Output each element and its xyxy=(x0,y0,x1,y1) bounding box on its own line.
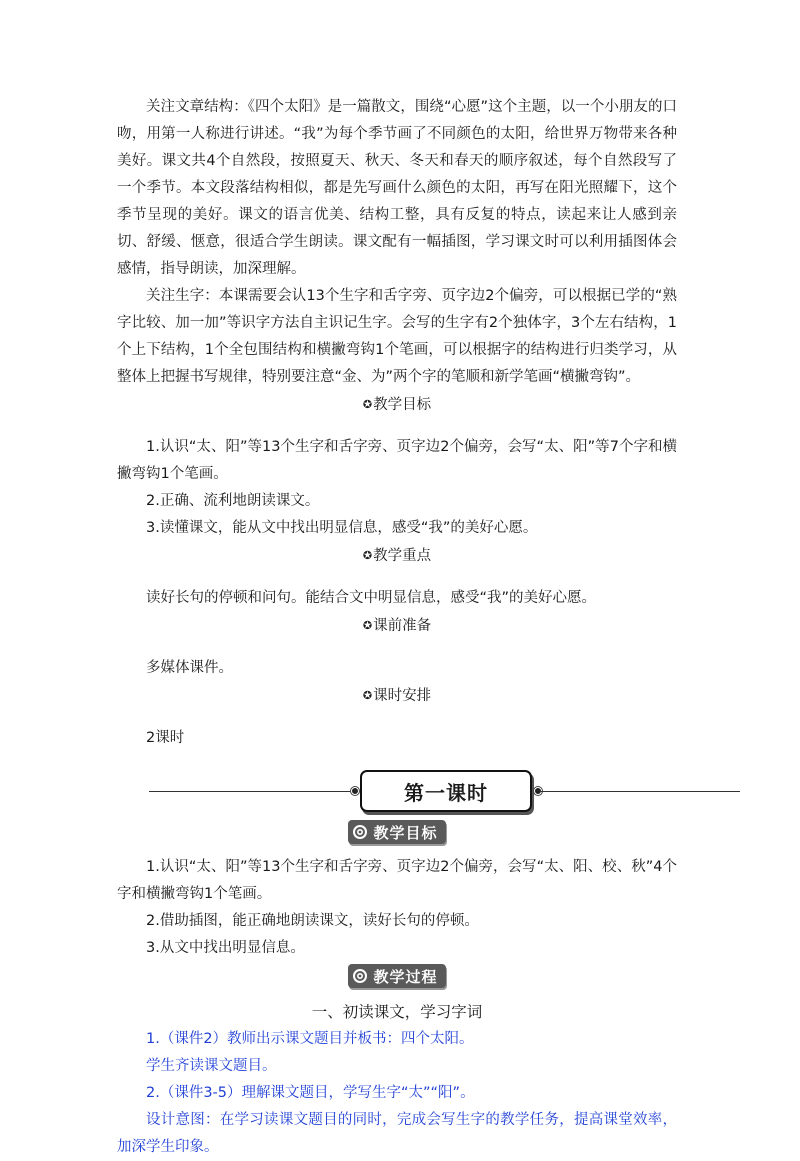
banner-dot-left xyxy=(351,787,359,795)
goals-badge: 教学目标 xyxy=(348,820,445,844)
section-heading-key: ✪教学重点 xyxy=(362,548,432,564)
banner-rule-left xyxy=(149,791,356,792)
lesson-goal-item: 3.从文中找出明显信息。 xyxy=(146,940,305,956)
key-text: 读好长句的停顿和问句。能结合文中明显信息，感受“我”的美好心愿。 xyxy=(146,590,597,606)
intro-paragraph-characters: 关注生字：本课需要会认13个生字和舌字旁、页字边2个偏旁，可以根据已学的“熟字比较、加一加”等识字方法自主识记生字。会写的生字有2个独体字，3个左右结构，1个上下结构，1个全包围结构和横撇弯钩1个笔画，可以根据字的结构进行归类学习，从整体上把握书写规律，特别要注意“金、为”两个字的笔顺和新学笔画“横撇弯钩”。 xyxy=(117,288,677,385)
document-page xyxy=(117,94,677,1161)
goal-item: 3.读懂课文，能从文中找出明显信息，感受“我”的美好心愿。 xyxy=(146,520,538,536)
section-heading-schedule: ✪课时安排 xyxy=(362,688,432,704)
ring-bullet-icon: ✪ xyxy=(362,398,373,411)
banner-rule-right xyxy=(540,791,740,792)
ring-bullet-icon: ✪ xyxy=(362,619,373,632)
process-step: 1.（课件2）教师出示课文题目并板书：四个太阳。 xyxy=(146,1031,474,1047)
prep-text: 多媒体课件。 xyxy=(146,660,233,676)
ring-bullet-icon: ✪ xyxy=(362,689,373,702)
goal-item: 2.正确、流利地朗读课文。 xyxy=(146,493,320,509)
intro-paragraph-structure: 关注文章结构：《四个太阳》是一篇散文，围绕“心愿”这个主题，以一个小朋友的口吻，用第一人称进行讲述。“我”为每个季节画了不同颜色的太阳，给世界万物带来各种美好。课文共4个自然段，按照夏天、秋天、冬天和春天的顺序叙述，每个自然段写了一个季节。本文段落结构相似，都是先写画什么颜色的太阳，再写在阳光照耀下，这个季节呈现的美好。课文的语言优美、结构工整，具有反复的特点，读起来让人感到亲切、舒缓、惬意，很适合学生朗读。课文配有一幅插图，学习课文时可以利用插图体会感情，指导朗读，加深理解。 xyxy=(117,99,677,277)
lesson-goal-item: 1.认识“太、阳”等13个生字和舌字旁、页字边2个偏旁，会写“太、阳、校、秋”4个字和横撇弯钩1个笔画。 xyxy=(117,859,677,902)
schedule-text: 2课时 xyxy=(146,730,185,746)
part-title: 一、初读课文，学习字词 xyxy=(311,1003,483,1021)
process-step: 学生齐读课文题目。 xyxy=(146,1058,277,1074)
lesson-title: 第一课时 xyxy=(360,770,532,812)
design-intent: 设计意图：在学习读课文题目的同时，完成会写生字的教学任务，提高课堂效率，加深学生印象。 xyxy=(117,1112,677,1155)
lesson-goal-item: 2.借助插图，能正确地朗读课文，读好长句的停顿。 xyxy=(146,913,479,929)
process-badge-wrap xyxy=(117,964,677,992)
section-heading-prep: ✪课前准备 xyxy=(362,618,432,634)
process-step: 2.（课件3-5）理解课文题目，学写生字“太”“阳”。 xyxy=(146,1085,475,1101)
target-icon xyxy=(352,968,368,984)
lesson-banner xyxy=(117,766,677,818)
process-badge: 教学过程 xyxy=(348,964,445,988)
target-icon xyxy=(352,824,368,840)
goal-item: 1.认识“太、阳”等13个生字和舌字旁、页字边2个偏旁，会写“太、阳”等7个字和横撇弯钩1个笔画。 xyxy=(117,439,677,482)
section-heading-goals: ✪教学目标 xyxy=(362,397,432,413)
goals-badge-wrap xyxy=(117,820,677,848)
ring-bullet-icon: ✪ xyxy=(362,549,373,562)
